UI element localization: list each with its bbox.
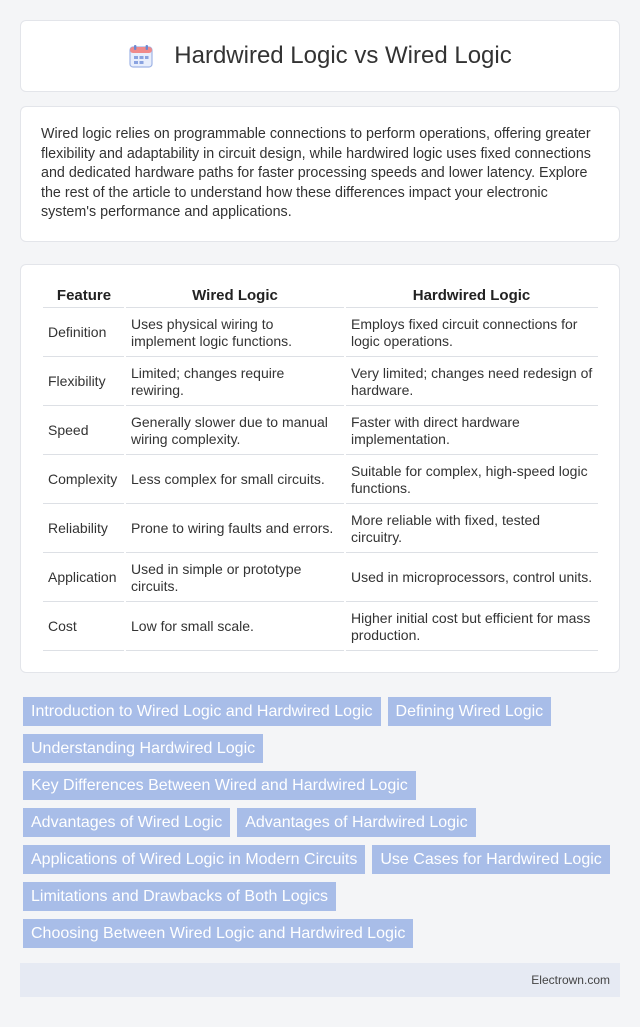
toc-link-defining-wired-logic[interactable]: Defining Wired Logic xyxy=(388,697,552,726)
toc-link-limitations[interactable]: Limitations and Drawbacks of Both Logics xyxy=(23,882,336,911)
calendar-icon xyxy=(128,43,154,69)
wired-cell: Less complex for small circuits. xyxy=(125,455,345,504)
table-row xyxy=(43,308,598,357)
toc-link-applications-wired[interactable]: Applications of Wired Logic in Modern Circuits xyxy=(23,845,365,874)
comparison-table xyxy=(43,283,598,651)
toc-link-key-differences[interactable]: Key Differences Between Wired and Hardwired Logic xyxy=(23,771,416,800)
wired-cell: Low for small scale. xyxy=(125,602,345,651)
hardwired-cell: Higher initial cost but efficient for mass production. xyxy=(345,602,598,651)
header-feature: Feature xyxy=(43,283,125,308)
wired-cell: Uses physical wiring to implement logic functions. xyxy=(125,308,345,357)
toc-link-advantages-hardwired[interactable]: Advantages of Hardwired Logic xyxy=(237,808,475,837)
intro-text: Wired logic relies on programmable connections to perform operations, offering greater flexibility and adaptability in circuit design, while hardwired logic uses fixed connections and dedicated hardware paths for faster processing speeds and lower latency. Explore the rest of the article to understand how these differences impact your electronic system's performance and applications. xyxy=(41,126,591,221)
hardwired-cell: Used in microprocessors, control units. xyxy=(345,553,598,602)
table-row xyxy=(43,602,598,651)
wired-cell: Generally slower due to manual wiring complexity. xyxy=(125,406,345,455)
table-row xyxy=(43,504,598,553)
feature-cell: Application xyxy=(43,553,125,602)
intro-card xyxy=(20,106,620,242)
header-wired-logic: Wired Logic xyxy=(125,283,345,308)
header-hardwired-logic: Hardwired Logic xyxy=(345,283,598,308)
table-of-contents xyxy=(23,697,623,956)
feature-cell: Reliability xyxy=(43,504,125,553)
footer-site-name[interactable]: Electrown.com xyxy=(531,973,610,987)
footer xyxy=(20,963,620,997)
toc-row xyxy=(23,808,623,837)
hardwired-cell: Employs fixed circuit connections for logic operations. xyxy=(345,308,598,357)
wired-cell: Used in simple or prototype circuits. xyxy=(125,553,345,602)
feature-cell: Cost xyxy=(43,602,125,651)
hardwired-cell: Very limited; changes need redesign of hardware. xyxy=(345,357,598,406)
toc-link-choosing[interactable]: Choosing Between Wired Logic and Hardwired Logic xyxy=(23,919,413,948)
toc-row xyxy=(23,882,623,911)
toc-row xyxy=(23,845,623,874)
feature-cell: Definition xyxy=(43,308,125,357)
table-header-row xyxy=(43,283,598,308)
toc-link-advantages-wired[interactable]: Advantages of Wired Logic xyxy=(23,808,230,837)
feature-cell: Speed xyxy=(43,406,125,455)
header-card xyxy=(20,20,620,92)
toc-row xyxy=(23,697,623,726)
feature-cell: Flexibility xyxy=(43,357,125,406)
toc-link-introduction[interactable]: Introduction to Wired Logic and Hardwired Logic xyxy=(23,697,381,726)
toc-row xyxy=(23,771,623,800)
comparison-table-card xyxy=(20,264,620,673)
table-row xyxy=(43,406,598,455)
toc-link-use-cases-hardwired[interactable]: Use Cases for Hardwired Logic xyxy=(372,845,609,874)
toc-link-understanding-hardwired-logic[interactable]: Understanding Hardwired Logic xyxy=(23,734,263,763)
feature-cell: Complexity xyxy=(43,455,125,504)
page-title: Hardwired Logic vs Wired Logic xyxy=(174,42,512,69)
table-row xyxy=(43,455,598,504)
hardwired-cell: More reliable with fixed, tested circuitry. xyxy=(345,504,598,553)
wired-cell: Limited; changes require rewiring. xyxy=(125,357,345,406)
toc-row xyxy=(23,919,623,948)
table-row xyxy=(43,553,598,602)
wired-cell: Prone to wiring faults and errors. xyxy=(125,504,345,553)
hardwired-cell: Suitable for complex, high-speed logic functions. xyxy=(345,455,598,504)
hardwired-cell: Faster with direct hardware implementation. xyxy=(345,406,598,455)
table-row xyxy=(43,357,598,406)
toc-row xyxy=(23,734,623,763)
